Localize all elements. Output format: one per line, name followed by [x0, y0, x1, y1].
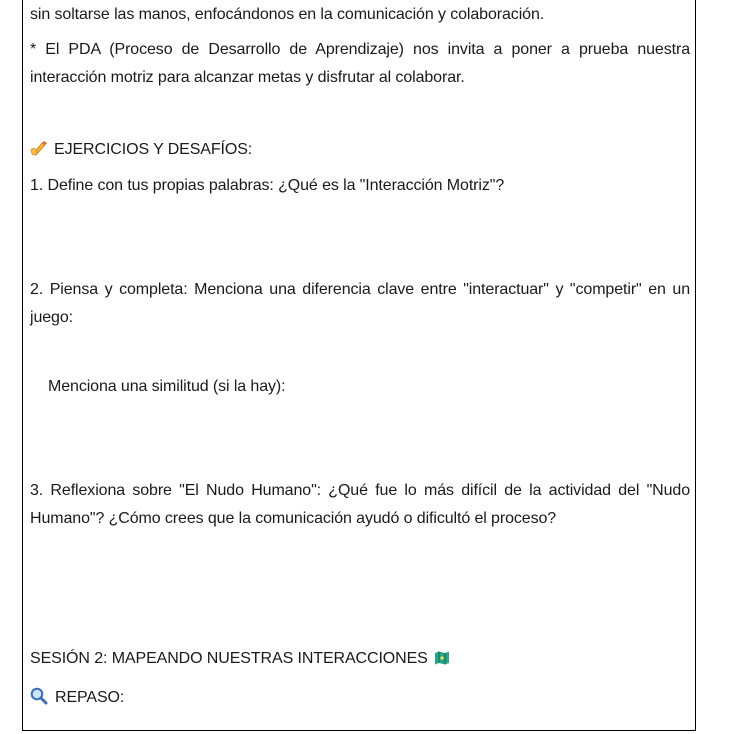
review-heading-row	[30, 684, 690, 712]
map-icon	[434, 647, 450, 661]
exercises-heading: EJERCICIOS Y DESAFÍOS:	[54, 141, 253, 158]
pda-paragraph: * El PDA (Proceso de Desarrollo de Aprendizaje) nos invita a poner a prueba nuestra interacción motriz para alcanzar metas y disfrutar al colaborar.	[30, 41, 690, 86]
page-frame	[22, 0, 696, 731]
session-heading-row	[30, 645, 690, 673]
question-2-follow: Menciona una similitud (si la hay):	[48, 378, 286, 395]
writing-hand-icon	[30, 138, 48, 154]
intro-line: sin soltarse las manos, enfocándonos en la comunicación y colaboración.	[30, 6, 545, 23]
review-heading: REPASO:	[55, 689, 125, 706]
session-heading: SESIÓN 2: MAPEANDO NUESTRAS INTERACCIONES	[30, 650, 428, 667]
question-3: 3. Reflexiona sobre "El Nudo Humano": ¿Qué fue lo más difícil de la actividad del "Nudo Humano"? ¿Cómo crees que la comunicación ayudó o dificultó el proceso?	[30, 482, 690, 527]
question-1: 1. Define con tus propias palabras: ¿Qué es la "Interacción Motriz"?	[30, 177, 505, 194]
magnifier-icon	[30, 687, 48, 705]
exercises-heading-row	[30, 136, 690, 164]
question-2: 2. Piensa y completa: Menciona una diferencia clave entre "interactuar" y "competir" en un juego:	[30, 281, 690, 326]
